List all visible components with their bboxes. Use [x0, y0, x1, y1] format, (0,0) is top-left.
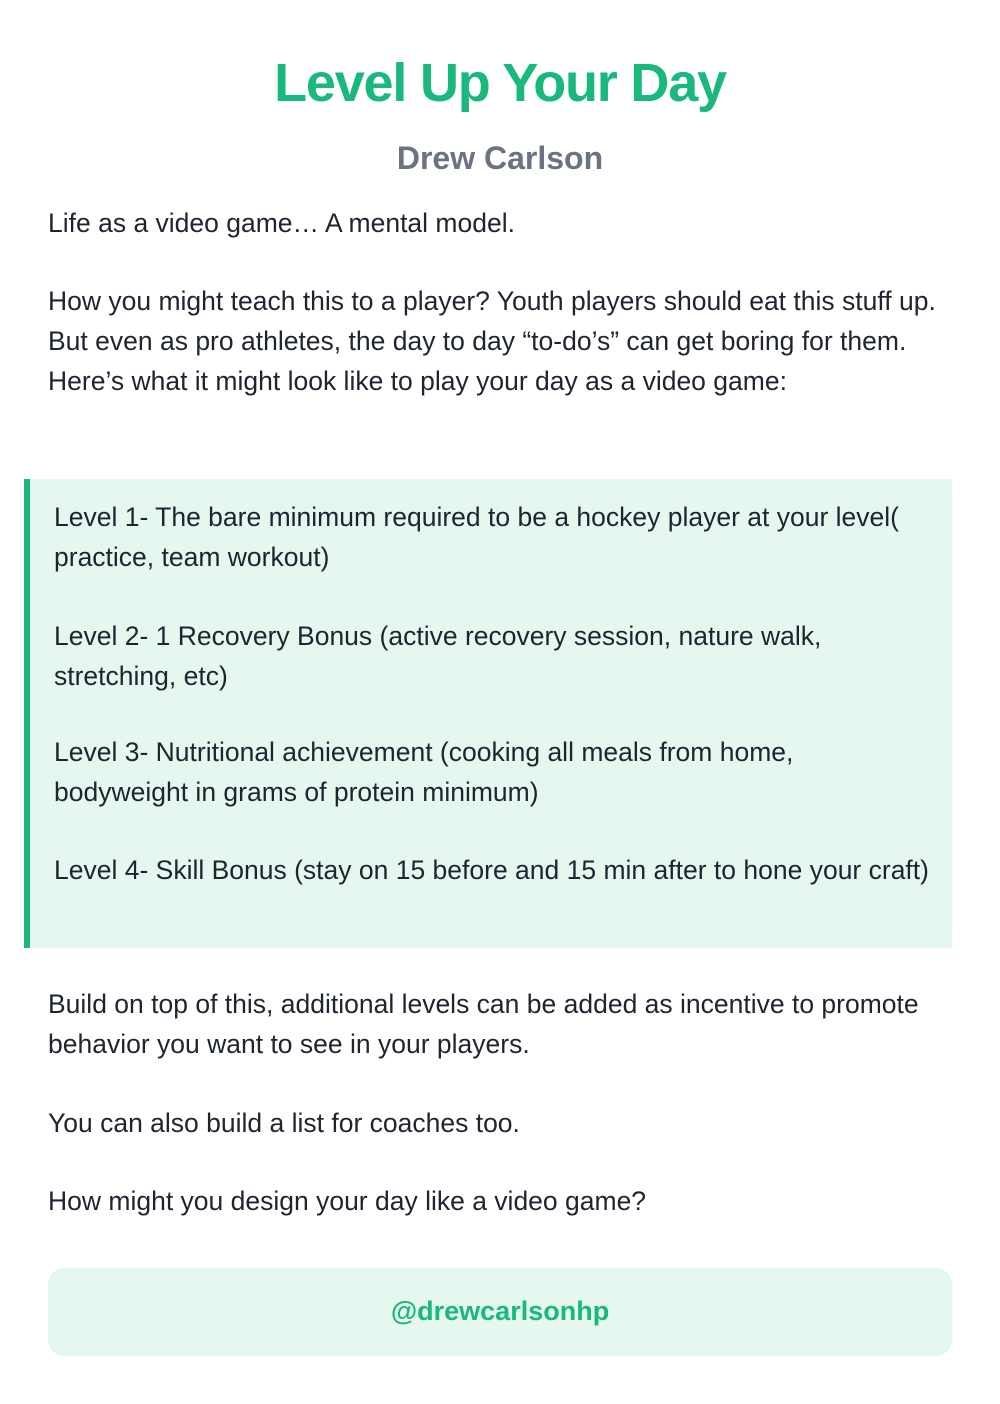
social-handle[interactable]: @drewcarlsonhp: [390, 1296, 610, 1326]
handle-banner: [48, 1268, 952, 1356]
levels-callout: [24, 479, 952, 948]
closing-question: How might you design your day like a video game?: [48, 1186, 647, 1216]
outro-paragraph: Build on top of this, additional levels can be added as incentive to promote behavior you want to see in your players.: [48, 989, 919, 1059]
author-name: Drew Carlson: [396, 140, 604, 176]
intro-paragraph: Life as a video game… A mental model.: [48, 208, 515, 238]
level-item: Level 3- Nutritional achievement (cooking all meals from home, bodyweight in grams of protein minimum): [54, 737, 794, 807]
level-item: Level 4- Skill Bonus (stay on 15 before and 15 min after to hone your craft): [54, 855, 929, 885]
level-item: Level 2- 1 Recovery Bonus (active recovery session, nature walk, stretching, etc): [54, 621, 822, 691]
intro-paragraph-2: How you might teach this to a player? Youth players should eat this stuff up. But even as pro athletes, the day to day “to-do’s” can get boring for them. Here’s what it might look like to play your day as a video game:: [48, 286, 936, 396]
page-title: Level Up Your Day: [274, 53, 726, 113]
outro-paragraph-2: You can also build a list for coaches too.: [48, 1108, 520, 1138]
level-item: Level 1- The bare minimum required to be a hockey player at your level( practice, team workout): [54, 502, 899, 572]
